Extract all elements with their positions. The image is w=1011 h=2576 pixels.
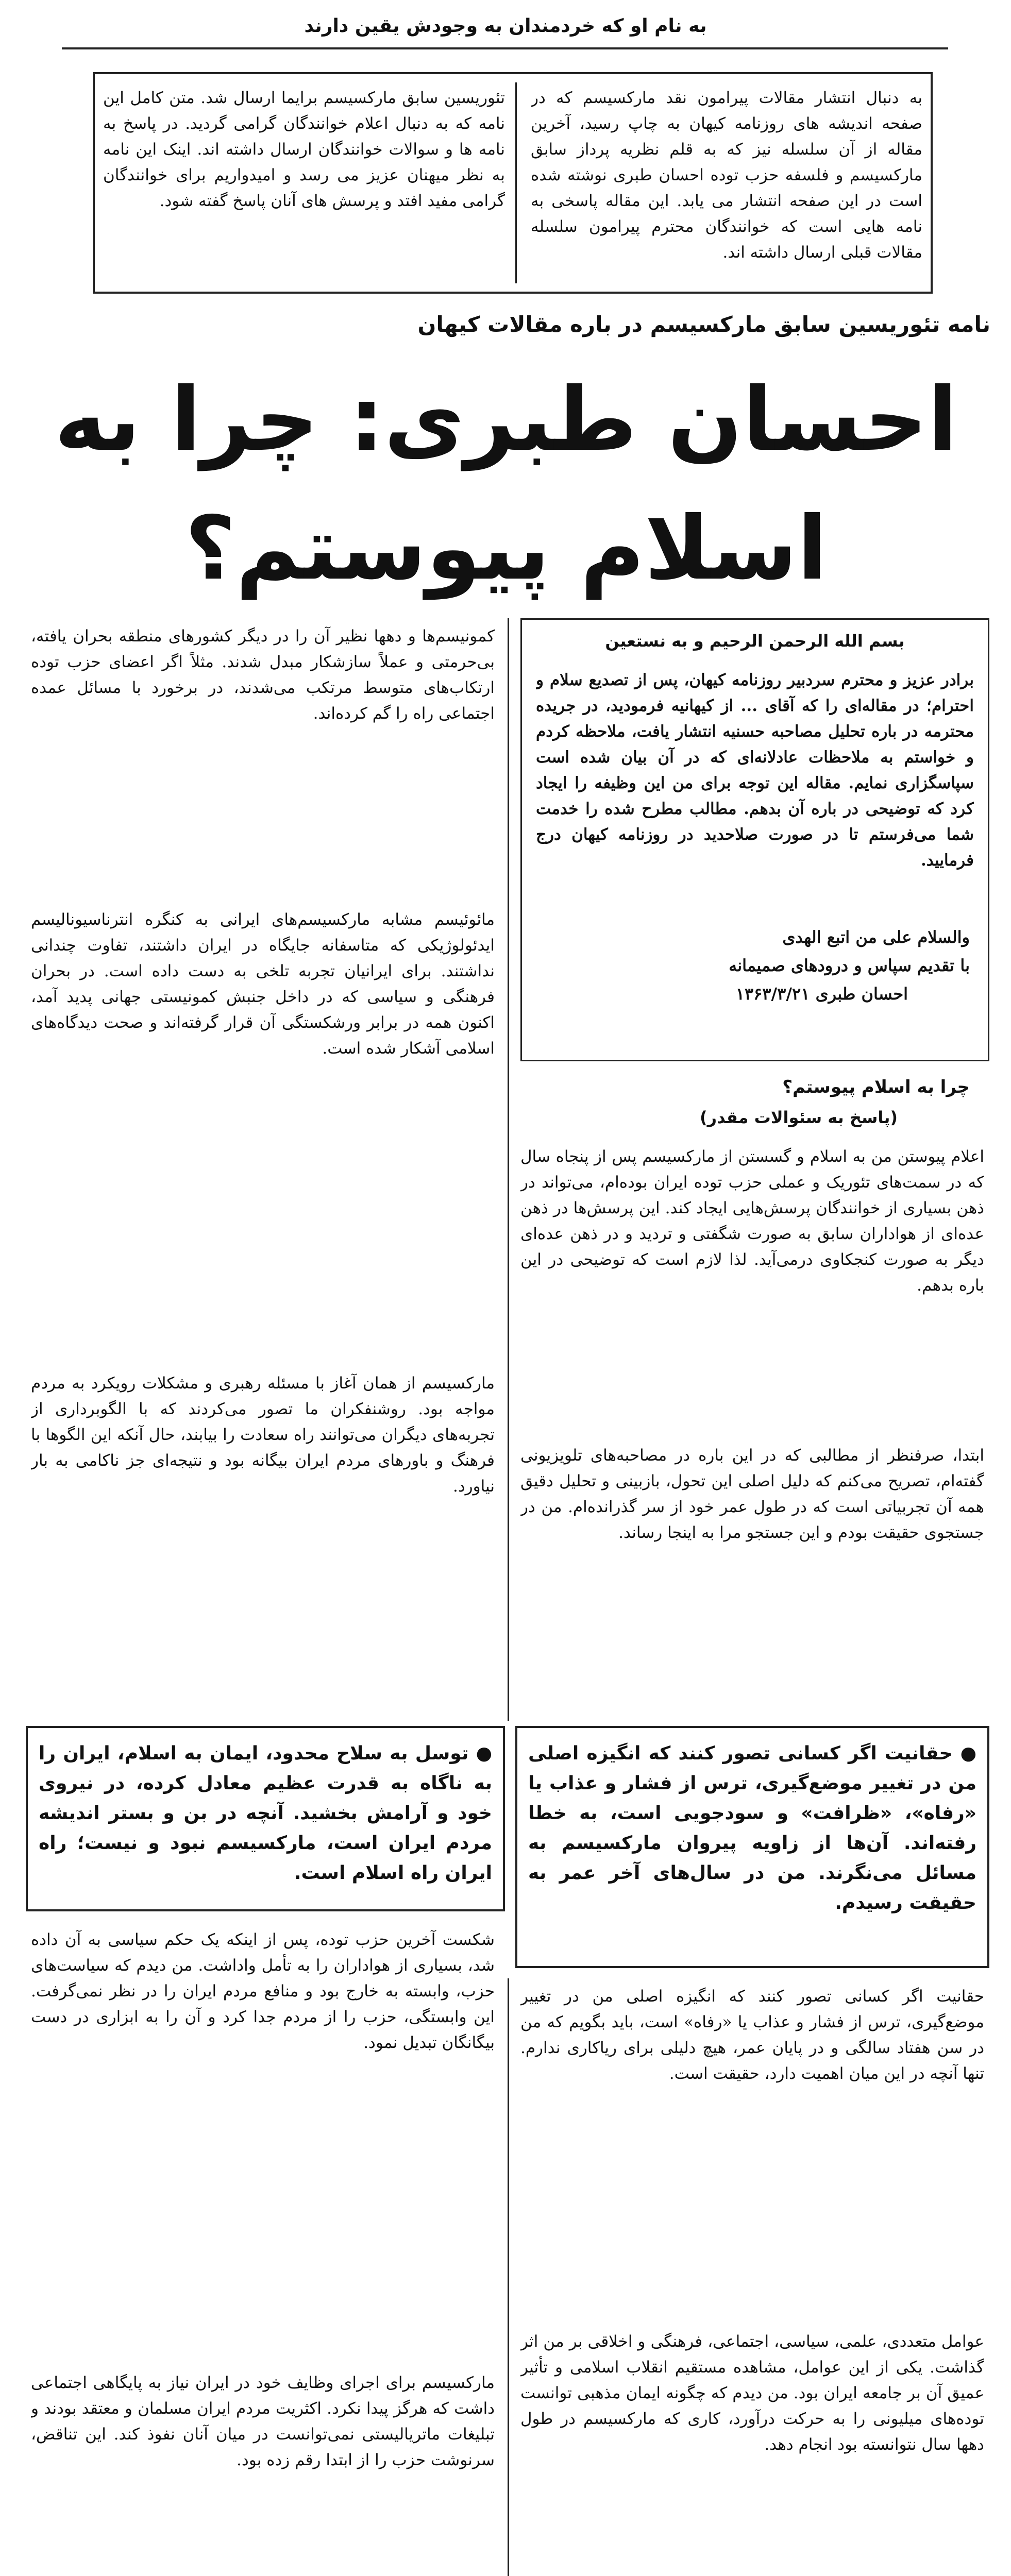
intro-col-right: به دنبال انتشار مقالات پیرامون نقد مارکسیسم که در صفحه اندیشه های روزنامه کیهان به چاپ رسید، آخرین مقاله از آن سلسله نیز که به قلم نظریه پرداز سابق مارکسیسم و فلسفه حزب توده احسان طبری نوشته شده است در این صفحه انتشار می یابد. این مقاله پاسخی به نامه هایی است که خوانندگان محترم پیرامون سلسله مقالات قبلی ارسال داشته اند. (531, 89, 922, 262)
top-divider (62, 47, 948, 49)
letter-regards: با تقدیم سپاس و درودهای صمیمانه (729, 956, 970, 975)
left-col-paragraph-3: مارکسیسم از همان آغاز با مسئله رهبری و مشکلات رویکرد به مردم مواجه بود. روشنفکران ما تصور می‌کردند که با الگوبرداری از تجربه‌های دیگران می‌توانند راه سعادت را بیابند، حال آنکه این الگوها با فرهنگ و باورهای مردم ایران بیگانه بود و نتیجه‌ای جز ناکامی به بار نیاورد. (31, 1374, 495, 1496)
column-divider-upper (508, 618, 509, 1721)
right-col-paragraph-1: اعلام پیوستن من به اسلام و گسستن از مارکسیسم پس از پنجاه سال که در سمت‌های تئوریک و عملی حزب توده ایران بوده‌ام، می‌تواند در ذهن بسیاری از خوانندگان پرسش‌هایی ایجاد کند. این پرسش‌ها در ذهن عده‌ای از هواداران سابق به صورت شگفتی و تردید و در ذهن عده‌ای دیگر به صورت کنجکاوی درمی‌آید. لذا لازم است که توضیحی در این باره بدهم. (520, 1147, 984, 1295)
quote-left: ● توسل به سلاح محدود، ایمان به اسلام، ایران را به ناگاه به قدرت عظیم معادل کرده، در نیروی خود و آرامش بخشید. آنچه در بن و بستر اندیشه مردم ایران است، مارکسیسم نبود و نیست؛ راه ایران راه اسلام است. (39, 1743, 492, 1884)
headline: احسان طبری: چرا به اسلام پیوستم؟ (54, 369, 958, 600)
intro-col-left: تئوریسین سابق مارکسیسم برایما ارسال شد. متن کامل این نامه که به دنبال اعلام خوانندگان گرامی گردید. در پاسخ به نامه ها و سوالات خوانندگان ارسال داشته اند. اینک این نامه به نظر میهنان عزیز می رسد و امیدواریم برای خوانندگان گرامی مفید افتد و پرسش های آنان پاسخ گفته شود. (103, 89, 505, 210)
left-col-paragraph-2: مائوئیسم مشابه مارکسیسم‌های ایرانی به کنگره انترناسیونالیسم ایدئولوژیکی که متاسفانه جایگاه در ایران داشتند، تفاوت چندانی نداشتند. برای ایرانیان تجربه تلخی به دست داده است. در بحران فرهنگی و سیاسی که در داخل جنبش کمونیستی جهانی پدید آمد، اکنون همه در برابر ورشکستگی آن قرار گرفته‌اند و صحت دیدگاه‌های اسلامی آشکار شده است. (31, 910, 495, 1058)
left-col-paragraph-1: کمونیسم‌ها و دهها نظیر آن را در دیگر کشورهای منطقه بحران یافته، بی‌حرمتی و عملاً سازشکار مبدل شدند. مثلاً اگر اعضای حزب توده ارتکاب‌های متوسط مرتکب می‌شدند، در برخورد با مسائل عمده اجتماعی راه را گم کرده‌اند. (31, 627, 495, 723)
qa-header: چرا به اسلام پیوستم؟ (782, 1077, 970, 1097)
letter-closing: والسلام علی من اتبع الهدی (782, 927, 970, 947)
bottom-left-paragraph-2: مارکسیسم برای اجرای وظایف خود در ایران نیاز به پایگاهی اجتماعی داشت که هرگز پیدا نکرد. اکثریت مردم ایران مسلمان و معتقد بودند و تبلیغات ماتریالیستی نمی‌توانست در میان آنان نفوذ کند. این تناقض، سرنوشت حزب را از ابتدا رقم زده بود. (31, 2374, 495, 2469)
bottom-right-paragraph-1: حقانیت اگر کسانی تصور کنند که انگیزه اصلی من در تغییر موضع‌گیری، ترس از فشار و عذاب یا «رفاه» است، باید بگویم که من در سن هفتاد سالگی و در پایان عمر، هیچ دلیلی برای ریاکاری ندارم. تنها آنچه در این میان اهمیت دارد، حقیقت است. (520, 1987, 984, 2083)
quote-right: ● حقانیت اگر کسانی تصور کنند که انگیزه اصلی من در تغییر موضع‌گیری، ترس از فشار و عذاب یا «رفاه»، «ظرافت» و سودجویی است، به خطا رفته‌اند. آن‌ها از زاویه پیروان مارکسیسم به مسائل می‌نگرند. من در سال‌های آخر عمر به حقیقت رسیدم. (528, 1743, 976, 1913)
letter-body: برادر عزیز و محترم سردبیر روزنامه کیهان، پس از تصدیع سلام و احترام؛ در مقاله‌ای را که آقای ... از کیهانیه فرمودید، در جریده محترمه در باره تحلیل مصاحبه حسنیه انتشار یافت، ملاحظه کردم و خواستم به ملاحظات عادلانه‌ای که در آن بیان شده است سپاسگزاری نمایم. مقاله این توجه برای من این وظیفه را ایجاد کرد که توضیحی در باره آن بدهم. مطالب مطرح شده را خدمت شما می‌فرستم تا در صورت صلاحدید در روزنامه کیهان درج فرمایید. (536, 671, 974, 870)
intro-box-divider (515, 82, 517, 283)
kicker: نامه تئوریسین سابق مارکسیسم در باره مقالات کیهان (417, 312, 990, 337)
bottom-left-paragraph-1: شکست آخرین حزب توده، پس از اینکه یک حکم سیاسی به آن داده شد، بسیاری از هواداران را به تأمل واداشت. من دیدم که سیاست‌های حزب، وابسته به خارج بود و منافع مردم ایران را در نظر نمی‌گرفت. این وابستگی، حزب را از مردم جدا کرد و آن را به ابزاری در دست بیگانگان تبدیل نمود. (31, 1930, 495, 2052)
letter-salutation: بسم الله الرحمن الرحیم و به نستعین (605, 631, 905, 651)
column-divider-lower (508, 1978, 509, 2576)
top-banner: به نام او که خردمندان به وجودش یقین دارند (304, 15, 707, 37)
letter-signature: احسان طبری ۱۳۶۳/۳/۲۱ (735, 984, 908, 1004)
bottom-right-paragraph-2: عوامل متعددی، علمی، سیاسی، اجتماعی، فرهنگی و اخلاقی بر من اثر گذاشت. یکی از این عوامل، مشاهده مستقیم انقلاب اسلامی و تأثیر عمیق آن بر جامعه ایران بود. من دیدم که چگونه ایمان مذهبی توانست توده‌های میلیونی را به حرکت درآورد، کاری که مارکسیسم در طول دهها سال نتوانسته بود انجام دهد. (520, 2332, 984, 2454)
right-col-paragraph-2: ابتدا، صرفنظر از مطالبی که در این باره در مصاحبه‌های تلویزیونی گفته‌ام، تصریح می‌کنم که دلیل اصلی این تحول، بازبینی و تحلیل دقیق همه آن تجربیاتی است که در طول عمر خود از سر گذرانده‌ام. من در جستجوی حقیقت بودم و این جستجو مرا به اینجا رساند. (520, 1446, 984, 1542)
qa-subheader: (پاسخ به سئوالات مقدر) (700, 1108, 898, 1127)
